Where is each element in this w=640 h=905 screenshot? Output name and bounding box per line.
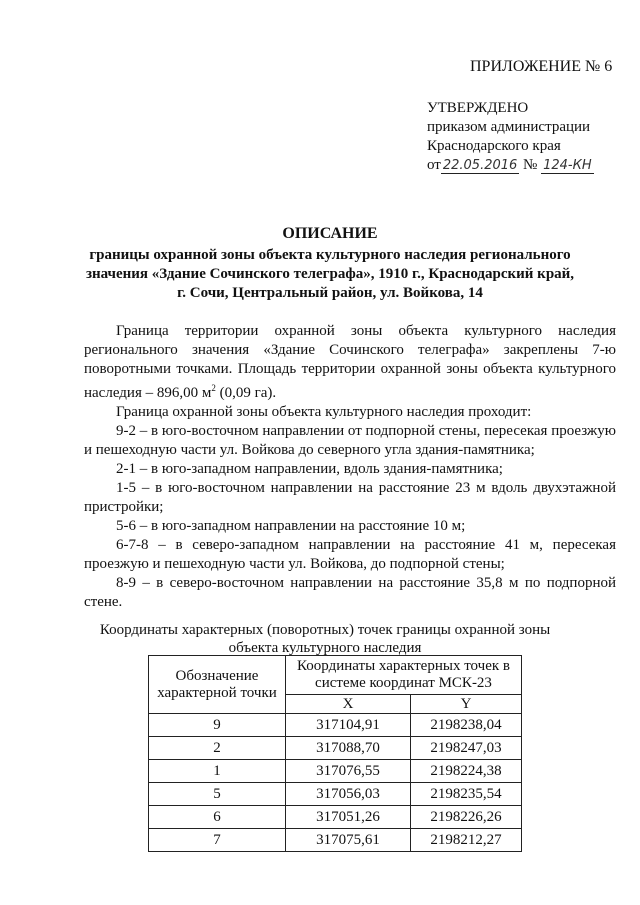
cell-point: 2 xyxy=(149,737,286,760)
cell-x: 317088,70 xyxy=(286,737,411,760)
body-text xyxy=(84,322,616,612)
header-x: X xyxy=(286,695,411,714)
approval-heading: УТВЕРЖДЕНО xyxy=(427,100,529,116)
cell-y: 2198224,38 xyxy=(411,760,522,783)
cell-point: 5 xyxy=(149,783,286,806)
handwritten-date: 22.05.2016 xyxy=(442,158,518,173)
table-caption: Координаты характерных (поворотных) точек границы охранной зоны объекта культурного наследия xyxy=(99,622,551,656)
approval-date-line xyxy=(427,156,594,175)
segment-paragraph: 1-5 – в юго-восточном направлении на расстояние 23 м вдоль двухэтажной пристройки; xyxy=(84,480,616,515)
date-prefix: от xyxy=(427,157,441,173)
header-point: Обозначение характерной точки xyxy=(149,656,286,714)
boundary-passes-paragraph: Граница охранной зоны объекта культурного наследия проходит: xyxy=(116,404,532,420)
cell-x: 317075,61 xyxy=(286,829,411,852)
document-title: ОПИСАНИЕ xyxy=(282,225,378,242)
intro-text: Граница территории охранной зоны объекта культурного наследия регионального значения «Здание Сочинского телеграфа» закреплены 7-ю поворотными точками. Площадь территории охранной зоны объекта культурного наследия – 896,00 м xyxy=(84,323,616,401)
table-row xyxy=(149,737,522,760)
segment-paragraph: 9-2 – в юго-восточном направлении от подпорной стены, пересекая проезжую и пешеходную части ул. Войкова до северного угла здания-памятника; xyxy=(84,423,616,458)
segment-paragraph: 8-9 – в северо-восточном направлении на расстояние 35,8 м по подпорной стене. xyxy=(84,575,616,610)
segment-paragraph: 6-7-8 – в северо-западном направлении на расстояние 41 м, пересекая проезжую и пешеходную части ул. Войкова, до подпорной стены; xyxy=(84,537,616,572)
document-subtitle: границы охранной зоны объекта культурного наследия регионального значения «Здание Сочинского телеграфа», 1910 г., Краснодарский край, г. Сочи, Центральный район, ул. Войкова, 14 xyxy=(85,247,575,301)
approval-line-1: приказом администрации xyxy=(427,119,591,135)
approval-block xyxy=(427,99,594,175)
cell-x: 317104,91 xyxy=(286,714,411,737)
table-row xyxy=(149,760,522,783)
cell-y: 2198238,04 xyxy=(411,714,522,737)
number-prefix: № xyxy=(523,157,538,173)
cell-point: 6 xyxy=(149,806,286,829)
segment-paragraph: 2-1 – в юго-западном направлении, вдоль здания-памятника; xyxy=(116,461,503,477)
handwritten-number: 124-КН xyxy=(543,158,592,173)
appendix-label: ПРИЛОЖЕНИЕ № 6 xyxy=(470,58,613,75)
intro-paragraph xyxy=(84,322,616,403)
table-row xyxy=(149,806,522,829)
segment-paragraph: 5-6 – в юго-западном направлении на расстояние 10 м; xyxy=(116,518,466,534)
table-row xyxy=(149,714,522,737)
approval-line-2: Краснодарского края xyxy=(427,138,561,154)
cell-point: 7 xyxy=(149,829,286,852)
table-row xyxy=(149,829,522,852)
cell-x: 317051,26 xyxy=(286,806,411,829)
cell-x: 317076,55 xyxy=(286,760,411,783)
cell-y: 2198212,27 xyxy=(411,829,522,852)
cell-y: 2198226,26 xyxy=(411,806,522,829)
table-row xyxy=(149,783,522,806)
cell-y: 2198235,54 xyxy=(411,783,522,806)
cell-y: 2198247,03 xyxy=(411,737,522,760)
coordinates-table xyxy=(148,655,522,852)
title-block xyxy=(60,225,600,303)
header-y: Y xyxy=(411,695,522,714)
cell-point: 9 xyxy=(149,714,286,737)
area-unit-superscript: 2 xyxy=(211,383,216,393)
intro-area-ha: (0,09 га). xyxy=(215,385,277,401)
cell-point: 1 xyxy=(149,760,286,783)
header-coordinates: Координаты характерных точек в системе координат МСК-23 xyxy=(286,656,522,695)
cell-x: 317056,03 xyxy=(286,783,411,806)
